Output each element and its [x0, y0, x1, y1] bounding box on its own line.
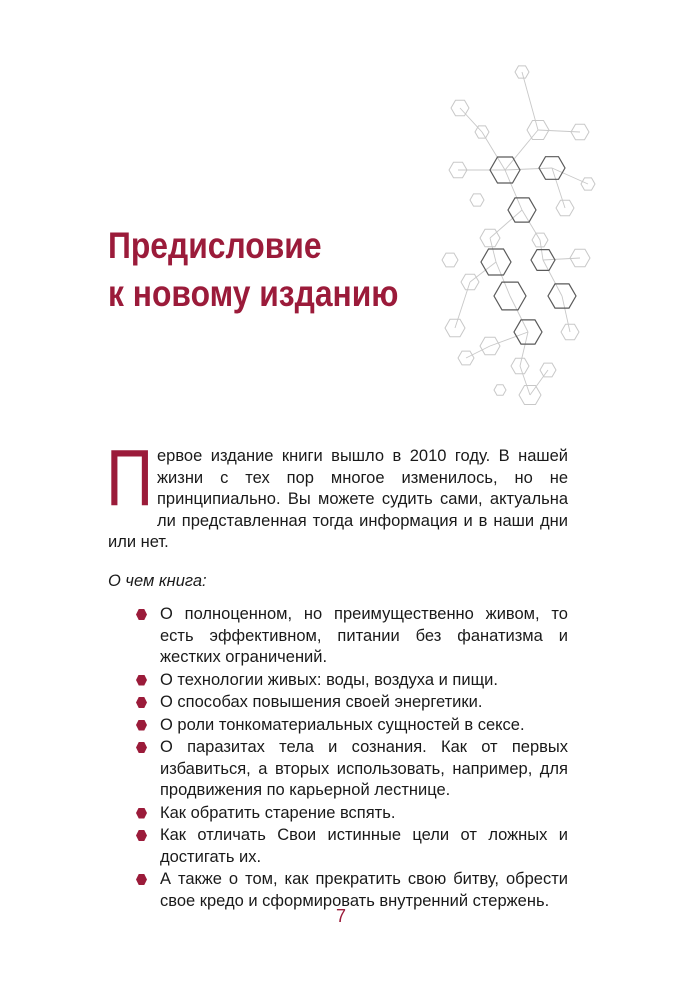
list-item: О полноценном, но преимущественно живом, то есть эффективном, питании без фанатизма и жестких ограничений.: [160, 604, 568, 669]
drop-cap: П: [106, 433, 154, 522]
list-item: О паразитах тела и сознания. Как от первых избавиться, а вторых использовать, например, для продвижения по карьерной лестнице.: [160, 737, 568, 802]
decor-link: [490, 238, 496, 262]
chapter-title-line-1: Предисловие: [108, 225, 322, 266]
decor-link: [460, 108, 482, 132]
hexagon-molecule-decoration: [430, 60, 600, 410]
decor-hexagon: [470, 194, 484, 206]
hexagon-bullet-icon: [136, 742, 147, 753]
intro-text: ервое издание книги вышло в 2010 году. В нашей жизни с тех пор многое изменилось, но не принципиально. Вы можете судить сами, актуальна ли представленная тогда информация и в наши дни или нет.: [108, 447, 568, 551]
hexagon-bullet-icon: [136, 697, 147, 708]
decor-link: [562, 296, 570, 332]
list-item: О роли тонкоматериальных сущностей в сексе.: [160, 715, 568, 737]
decor-link: [455, 282, 470, 328]
list-item: А также о том, как прекратить свою битву, обрести свое кредо и сформировать внутренний стержень.: [160, 869, 568, 912]
decor-link: [552, 168, 565, 208]
decor-link: [490, 210, 522, 238]
decor-link: [522, 72, 538, 130]
hexagon-bullet-icon: [136, 720, 147, 731]
decor-hexagon: [494, 385, 506, 395]
hexagon-bullet-icon: [136, 808, 147, 819]
topics-list: [108, 604, 568, 912]
decor-link: [505, 168, 552, 170]
list-item: Как отличать Свои истинные цели от ложных и достигать их.: [160, 825, 568, 868]
intro-paragraph: [106, 433, 568, 554]
hexagon-bullet-icon: [136, 874, 147, 885]
list-lead: О чем книга:: [108, 571, 207, 590]
decor-link: [520, 332, 528, 366]
chapter-title-line-2: к новому изданию: [108, 273, 399, 314]
list-item: Как обратить старение вспять.: [160, 803, 568, 825]
hexagon-bullet-icon: [136, 830, 147, 841]
chapter-body: [106, 433, 568, 913]
decor-link: [543, 258, 580, 260]
decor-link: [522, 210, 540, 240]
decor-link: [505, 130, 538, 170]
hexagon-bullet-icon: [136, 675, 147, 686]
page-number: 7: [335, 906, 346, 926]
list-item: О технологии живых: воды, воздуха и пищи.: [160, 670, 568, 692]
chapter-title: [108, 222, 398, 318]
decor-link: [510, 296, 528, 332]
decor-link: [466, 346, 490, 358]
decor-link: [505, 170, 522, 210]
decor-hexagon: [442, 253, 458, 267]
hexagon-bullet-icon: [136, 609, 147, 620]
list-item: О способах повышения своей энергетики.: [160, 692, 568, 714]
decor-link: [538, 130, 580, 132]
